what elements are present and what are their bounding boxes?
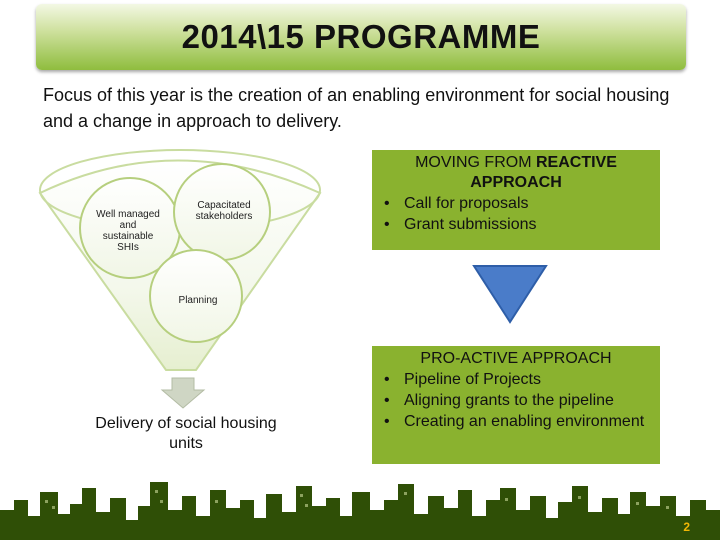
- slide-title: 2014\15 PROGRAMME: [181, 18, 541, 55]
- city-skyline: [0, 470, 720, 540]
- list-item: • Grant submissions: [380, 214, 660, 235]
- list-item: • Call for proposals: [380, 193, 660, 214]
- reactive-list: [372, 193, 660, 235]
- list-item: • Aligning grants to the pipeline: [380, 390, 660, 411]
- list-item: • Creating an enabling environment: [380, 411, 660, 432]
- reactive-heading: [372, 153, 660, 193]
- reactive-heading-bold: REACTIVE APPROACH: [470, 154, 617, 191]
- circle-label-shis: Well managed and sustainable SHIs: [96, 209, 160, 253]
- proactive-heading: PRO-ACTIVE APPROACH: [420, 350, 612, 367]
- delivery-text: Delivery of social housing units: [95, 415, 277, 452]
- circle-label-planning: Planning: [178, 295, 218, 306]
- page-number: 2: [683, 520, 690, 534]
- funnel-down-arrow-icon: [162, 378, 204, 408]
- circle-label-stakeholders: Capacitated stakeholders: [195, 200, 253, 222]
- reactive-approach-box: [372, 150, 660, 250]
- list-item: • Pipeline of Projects: [380, 369, 660, 390]
- focus-text: Focus of this year is the creation of an enabling environment for social housing and a change in approach to delivery.: [43, 85, 670, 131]
- proactive-list: [372, 369, 660, 432]
- down-arrow-icon: [470, 262, 550, 326]
- proactive-approach-box: [372, 346, 660, 464]
- reactive-heading-prefix: MOVING FROM: [415, 154, 536, 171]
